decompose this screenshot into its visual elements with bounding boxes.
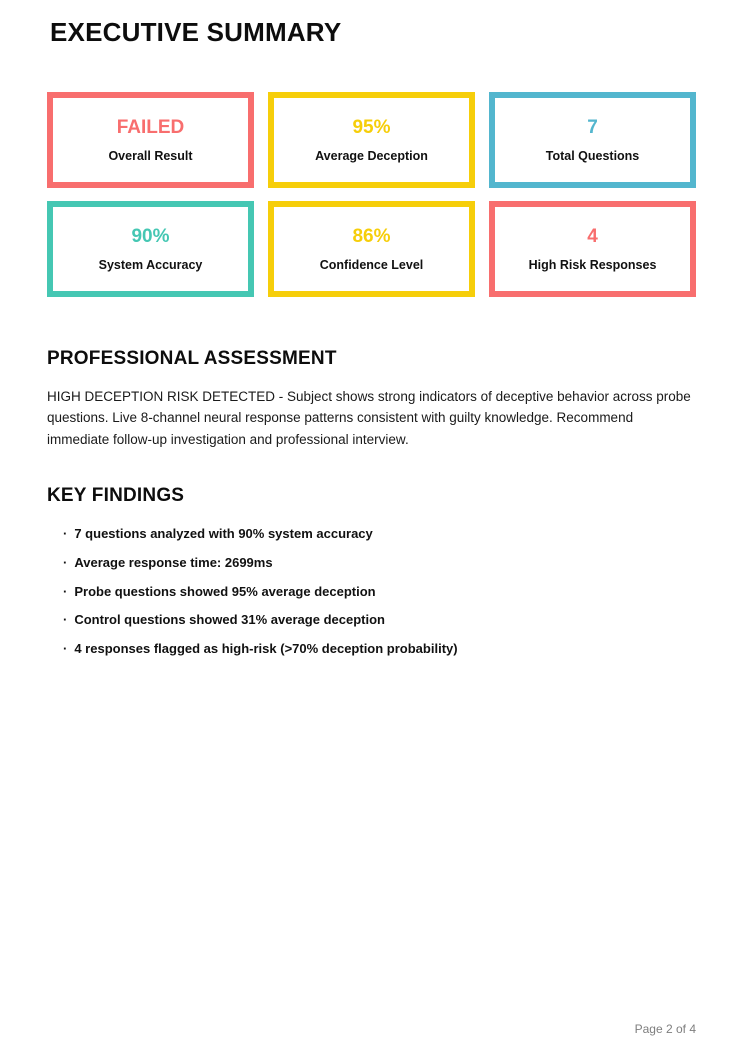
key-finding-text-5: 4 responses flagged as high-risk (>70% deception probability) xyxy=(74,640,458,656)
professional-assessment-heading: PROFESSIONAL ASSESSMENT xyxy=(47,347,337,369)
card-label-average-deception: Average Deception xyxy=(315,148,428,163)
key-finding-text-2: Average response time: 2699ms xyxy=(74,554,273,570)
key-finding-item-1 xyxy=(63,526,696,542)
key-findings-heading: KEY FINDINGS xyxy=(47,485,185,507)
card-label-overall-result: Overall Result xyxy=(108,148,193,163)
summary-card-system-accuracy xyxy=(47,201,254,297)
key-finding-text-1: 7 questions analyzed with 90% system accuracy xyxy=(74,526,373,542)
card-label-total-questions: Total Questions xyxy=(545,148,640,163)
report-page xyxy=(0,17,743,1036)
card-value-overall-result: FAILED xyxy=(116,116,185,138)
card-label-confidence-level: Confidence Level xyxy=(319,257,424,272)
bullet-dot: · xyxy=(63,583,68,599)
key-finding-item-5 xyxy=(63,641,696,657)
key-finding-text-4: Control questions showed 31% average deception xyxy=(74,612,385,628)
key-finding-item-2 xyxy=(63,555,696,571)
summary-cards xyxy=(47,92,696,297)
card-value-confidence-level: 86% xyxy=(352,225,391,247)
key-finding-text-3: Probe questions showed 95% average deception xyxy=(74,583,376,599)
summary-card-high-risk-responses xyxy=(489,201,696,297)
page-title: EXECUTIVE SUMMARY xyxy=(50,17,342,47)
bullet-dot: · xyxy=(63,526,68,542)
key-findings-list xyxy=(47,526,696,656)
summary-card-average-deception xyxy=(268,92,475,188)
summary-card-total-questions xyxy=(489,92,696,188)
key-finding-item-4 xyxy=(63,612,696,628)
card-label-high-risk-responses: High Risk Responses xyxy=(528,257,657,272)
bullet-dot: · xyxy=(63,554,68,570)
summary-card-overall-result xyxy=(47,92,254,188)
card-value-average-deception: 95% xyxy=(352,116,391,138)
card-value-high-risk-responses: 4 xyxy=(587,225,598,247)
card-label-system-accuracy: System Accuracy xyxy=(98,257,203,272)
bullet-dot: · xyxy=(63,640,68,656)
bullet-dot: · xyxy=(63,612,68,628)
summary-card-confidence-level xyxy=(268,201,475,297)
page-number: Page 2 of 4 xyxy=(634,1022,696,1036)
key-finding-item-3 xyxy=(63,584,696,600)
card-value-system-accuracy: 90% xyxy=(131,225,170,247)
professional-assessment-body: HIGH DECEPTION RISK DETECTED - Subject shows strong indicators of deceptive behavior across probe questions. Live 8-channel neural response patterns consistent with guilty knowledge. Recommend immediate follow-up investigation and professional interview. xyxy=(47,388,691,447)
card-value-total-questions: 7 xyxy=(587,116,598,138)
